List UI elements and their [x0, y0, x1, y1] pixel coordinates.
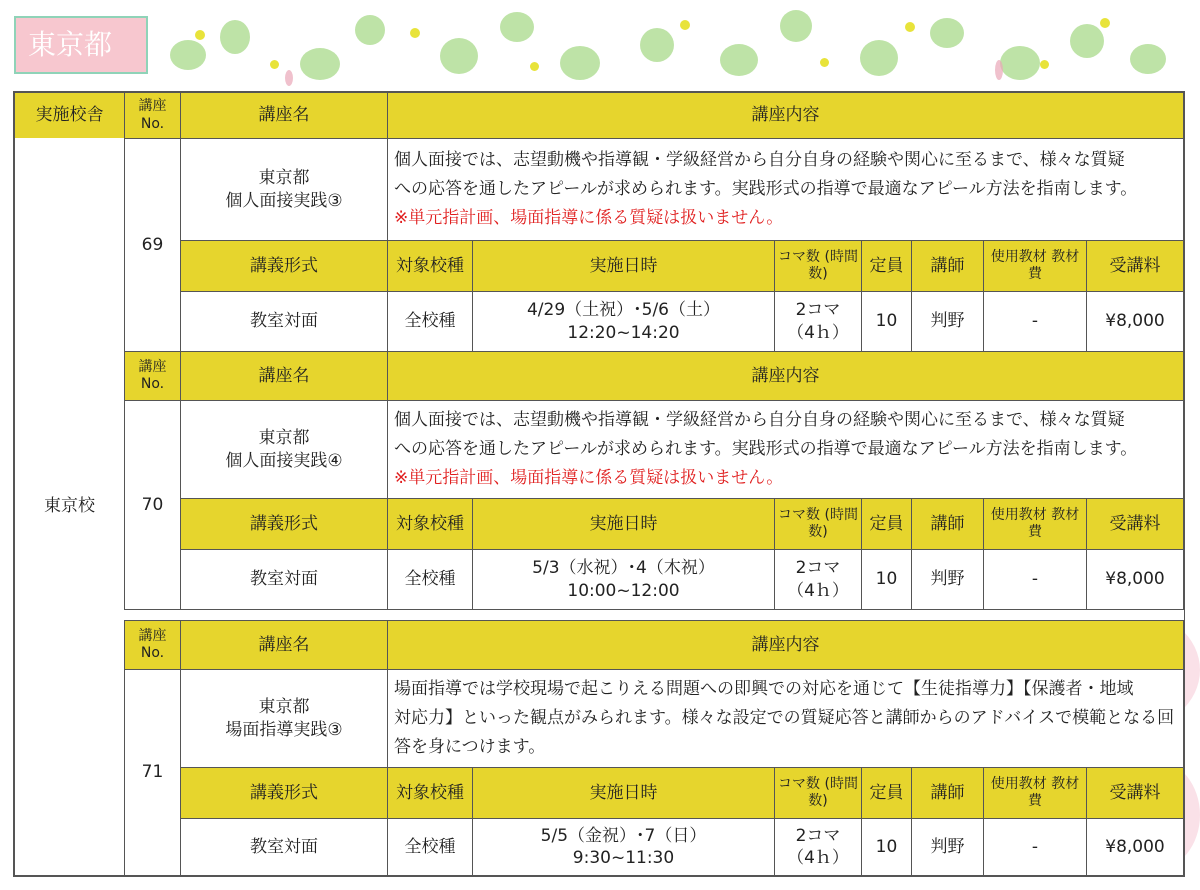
- header-capacity: 定員: [861, 767, 912, 819]
- course-note: ※単元指計画、場面指導に係る質疑は扱いません。: [394, 208, 784, 228]
- course-format: 教室対面: [180, 291, 388, 352]
- course-table: [13, 91, 1185, 877]
- course-capacity: 10: [861, 818, 912, 876]
- course-material: -: [983, 549, 1087, 610]
- course-capacity: 10: [861, 291, 912, 352]
- course-datetime: 5/5（金祝）･7（日） 9:30~11:30: [472, 818, 775, 876]
- header-course-content: 講座内容: [387, 620, 1184, 670]
- course-fee: ¥8,000: [1086, 818, 1184, 876]
- header-course-name: 講座名: [180, 92, 388, 139]
- header-course-content: 講座内容: [387, 351, 1184, 401]
- course-datetime: 4/29（土祝）･5/6（土） 12:20~14:20: [472, 291, 775, 352]
- course-format: 教室対面: [180, 549, 388, 610]
- header-no: 講座 No.: [124, 620, 181, 670]
- header-school: 実施校舎: [14, 92, 125, 139]
- header-target: 対象校種: [387, 767, 473, 819]
- header-koma: コマ数 (時間数): [774, 498, 862, 550]
- header-target: 対象校種: [387, 240, 473, 292]
- course-target: 全校種: [387, 818, 473, 876]
- header-lecturer: 講師: [911, 767, 984, 819]
- header-koma: コマ数 (時間数): [774, 767, 862, 819]
- header-format: 講義形式: [180, 240, 388, 292]
- header-datetime: 実施日時: [472, 767, 775, 819]
- course-lecturer: 判野: [911, 818, 984, 876]
- header-material: 使用教材 教材費: [983, 767, 1087, 819]
- course-fee: ¥8,000: [1086, 549, 1184, 610]
- header-no: 講座 No.: [124, 92, 181, 139]
- header-target: 対象校種: [387, 498, 473, 550]
- header-lecturer: 講師: [911, 498, 984, 550]
- header-koma: コマ数 (時間数): [774, 240, 862, 292]
- header-capacity: 定員: [861, 240, 912, 292]
- course-lecturer: 判野: [911, 291, 984, 352]
- header-course-name: 講座名: [180, 620, 388, 670]
- course-no: 71: [124, 669, 181, 876]
- header-course-content: 講座内容: [387, 92, 1184, 139]
- course-capacity: 10: [861, 549, 912, 610]
- course-name: 東京都 個人面接実践④: [180, 400, 388, 499]
- header-fee: 受講料: [1086, 767, 1184, 819]
- course-description: 場面指導では学校現場で起こりえる問題への即興での対応を通じて【生徒指導力】【保護者・地域 対応力】といった観点がみられます。様々な設定での質疑応答と講師からのアドバイスで模範となる回 答を身につけます。: [387, 669, 1184, 768]
- course-name: 東京都 個人面接実践③: [180, 138, 388, 241]
- course-target: 全校種: [387, 549, 473, 610]
- header-no: 講座 No.: [124, 351, 181, 401]
- course-koma: 2コマ （4ｈ）: [774, 291, 862, 352]
- header-capacity: 定員: [861, 498, 912, 550]
- school-name: 東京校: [14, 138, 125, 876]
- header-datetime: 実施日時: [472, 498, 775, 550]
- course-target: 全校種: [387, 291, 473, 352]
- header-banner: [0, 0, 1200, 90]
- header-format: 講義形式: [180, 498, 388, 550]
- header-datetime: 実施日時: [472, 240, 775, 292]
- header-format: 講義形式: [180, 767, 388, 819]
- course-material: -: [983, 291, 1087, 352]
- course-format: 教室対面: [180, 818, 388, 876]
- region-tag: 東京都: [14, 16, 148, 74]
- header-lecturer: 講師: [911, 240, 984, 292]
- course-lecturer: 判野: [911, 549, 984, 610]
- course-fee: ¥8,000: [1086, 291, 1184, 352]
- course-no: 69: [124, 138, 181, 352]
- course-description: 個人面接では、志望動機や指導観・学級経営から自分自身の経験や関心に至るまで、様々な質疑 への応答を通したアピールが求められます。実践形式の指導で最適なアピール方法を指南します。 ※単元指計画、場面指導に係る質疑は扱いません。: [387, 138, 1184, 241]
- header-fee: 受講料: [1086, 498, 1184, 550]
- header-material: 使用教材 教材費: [983, 240, 1087, 292]
- header-course-name: 講座名: [180, 351, 388, 401]
- course-datetime: 5/3（水祝）･4（木祝） 10:00~12:00: [472, 549, 775, 610]
- course-description: 個人面接では、志望動機や指導観・学級経営から自分自身の経験や関心に至るまで、様々な質疑 への応答を通したアピールが求められます。実践形式の指導で最適なアピール方法を指南します。 ※単元指計画、場面指導に係る質疑は扱いません。: [387, 400, 1184, 499]
- header-material: 使用教材 教材費: [983, 498, 1087, 550]
- header-fee: 受講料: [1086, 240, 1184, 292]
- course-material: -: [983, 818, 1087, 876]
- course-no: 70: [124, 400, 181, 610]
- course-koma: 2コマ （4ｈ）: [774, 549, 862, 610]
- course-note: ※単元指計画、場面指導に係る質疑は扱いません。: [394, 468, 784, 488]
- course-koma: 2コマ （4ｈ）: [774, 818, 862, 876]
- course-name: 東京都 場面指導実践③: [180, 669, 388, 768]
